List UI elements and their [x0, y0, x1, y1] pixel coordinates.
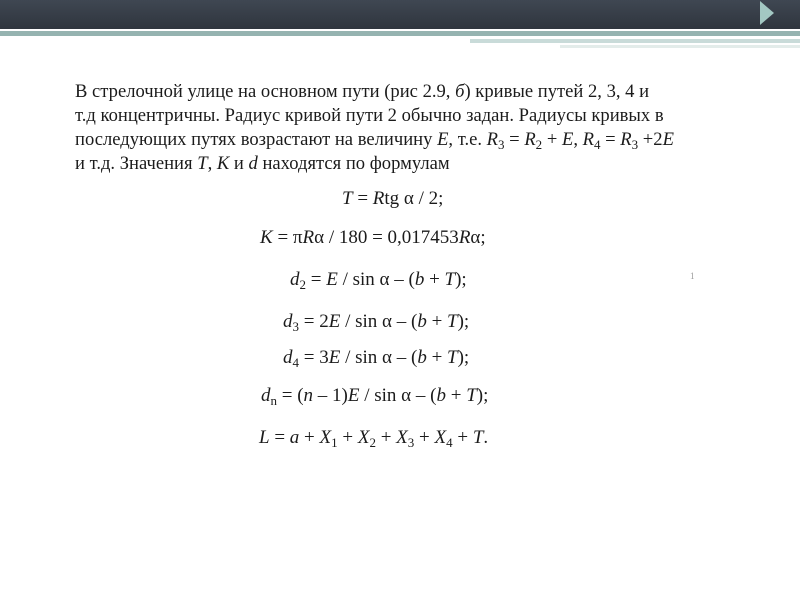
stray-page-mark: 1 — [690, 271, 695, 281]
paragraph-line-1: В стрелочной улице на основном пути (рис 2.9, б) кривые путей 2, 3, 4 и — [75, 81, 650, 102]
formula-d4: $d_4 = 3E / \sin \alpha - (b + T)$; — [283, 347, 470, 370]
paragraph-line-2: т.д концентричны. Радиус кривой пути 2 обычно задан. Радиусы кривых в — [75, 105, 664, 126]
paragraph-line-3: последующих путях возрастают на величину E, т.е. $R_3 = R_2 + E$, $R_4 = R_3 +2E$ — [75, 129, 674, 152]
intro-paragraph — [75, 80, 765, 176]
formula-dn: $d_n = (n - 1)E / \sin \alpha - (b + T)$; — [261, 385, 489, 408]
paragraph-line-4: и т.д. Значения T, K и d находятся по формулам — [75, 153, 450, 174]
formula-d3: $d_3 = 2E / \sin \alpha - (b + T)$; — [283, 311, 470, 334]
header-stripe — [0, 31, 800, 36]
formula-d2: $d_2 = E / \sin \alpha - (b + T)$; — [290, 269, 467, 292]
header-stripe-shortest — [560, 45, 800, 48]
slide-corner-arrow-icon — [760, 1, 774, 25]
formula-K: K = πRα / 180 = 0,017453Rα; — [260, 227, 486, 248]
formula-T: T = Rtg α / 2; — [342, 188, 444, 209]
slide-header-bar — [0, 0, 800, 29]
formula-L: $L = a + X_1 + X_2 + X_3 + X_4 + T$. — [259, 427, 489, 450]
header-stripe-short — [470, 39, 800, 43]
